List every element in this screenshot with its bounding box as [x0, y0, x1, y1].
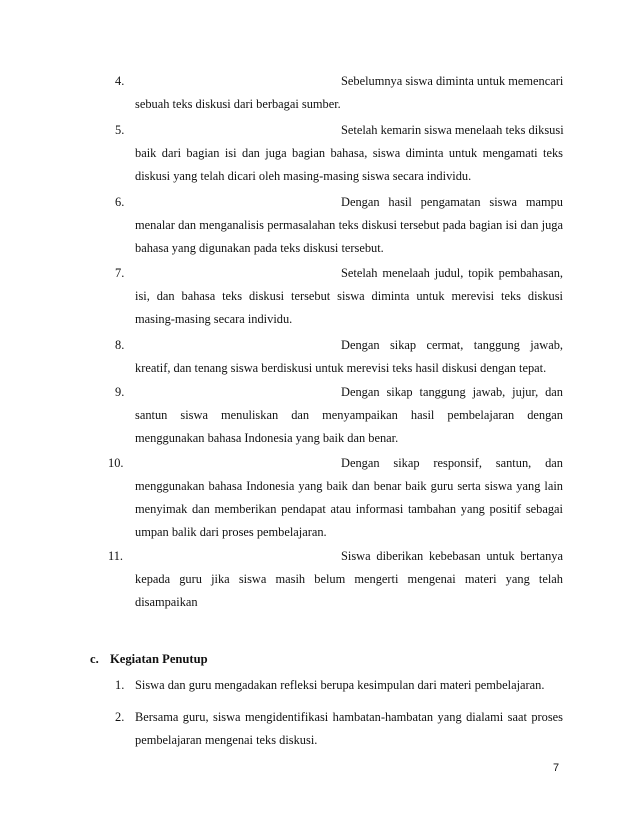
item-text: diskusi yang telah dicari oleh masing-masing siswa secara individu. [135, 169, 472, 183]
item-text: Dengan sikap cermat, tanggung jawab, [341, 338, 563, 352]
item-text: bahasa yang digunakan pada teks diskusi tersebut. [135, 241, 384, 255]
item-text: Dengan sikap responsif, santun, dan [341, 456, 563, 470]
item-text: santun siswa menuliskan dan menyampaikan hasil pembelajaran dengan [135, 408, 563, 422]
item-text: Siswa diberikan kebebasan untuk bertanya [341, 549, 563, 563]
item-number: 11. [108, 549, 124, 563]
item-number: 6. [115, 195, 125, 209]
item-number: 4. [115, 74, 125, 88]
item-text: pembelajaran mengenai teks diskusi. [135, 733, 318, 747]
item-text: disampaikan [135, 595, 198, 609]
item-text: Setelah kemarin siswa menelaah teks diksusi [341, 123, 564, 137]
item-text: Setelah menelaah judul, topik pembahasan, [341, 266, 563, 280]
item-text: Sebelumnya siswa diminta untuk memencari [341, 74, 564, 88]
item-text: menyimak dan memberikan pendapat atau informasi tambahan yang positif sebagai [135, 502, 563, 516]
section-heading [90, 649, 208, 669]
item-text: menalar dan menganalisis permasalahan teks diskusi tersebut pada bagian isi dan juga [135, 218, 563, 232]
item-text: kreatif, dan tenang siswa berdiskusi untuk merevisi teks hasil diskusi dengan tepat. [135, 361, 547, 375]
section-title: Kegiatan Penutup [110, 652, 208, 666]
item-text: sebuah teks diskusi dari berbagai sumber. [135, 97, 341, 111]
item-text: umpan balik dari proses pembelajaran. [135, 525, 327, 539]
item-number: 1. [115, 678, 125, 692]
item-number: 2. [115, 710, 125, 724]
item-text: menggunakan bahasa Indonesia yang baik dan benar. [135, 431, 399, 445]
item-number: 9. [115, 385, 125, 399]
item-number: 8. [115, 338, 125, 352]
item-text: kepada guru jika siswa masih belum mengerti mengenai materi yang telah [135, 572, 563, 586]
item-number: 5. [115, 123, 125, 137]
item-number: 10. [108, 456, 124, 470]
item-text: Bersama guru, siswa mengidentifikasi hambatan-hambatan yang dialami saat proses [135, 710, 563, 724]
item-text: Siswa dan guru mengadakan refleksi berupa kesimpulan dari materi pembelajaran. [135, 678, 545, 692]
item-text: isi, dan bahasa teks diskusi tersebut siswa diminta untuk merevisi teks diskusi [135, 289, 563, 303]
item-text: baik dari bagian isi dan juga bagian bahasa, siswa diminta untuk mengamati teks [135, 146, 563, 160]
item-text: Dengan hasil pengamatan siswa mampu [341, 195, 563, 209]
item-text: Dengan sikap tanggung jawab, jujur, dan [341, 385, 563, 399]
item-text: masing-masing secara individu. [135, 312, 293, 326]
item-number: 7. [115, 266, 125, 280]
item-text: menggunakan bahasa Indonesia yang baik dan benar baik guru serta siswa yang lain [135, 479, 563, 493]
section-letter: c. [90, 652, 99, 666]
page-number: 7 [553, 762, 560, 774]
